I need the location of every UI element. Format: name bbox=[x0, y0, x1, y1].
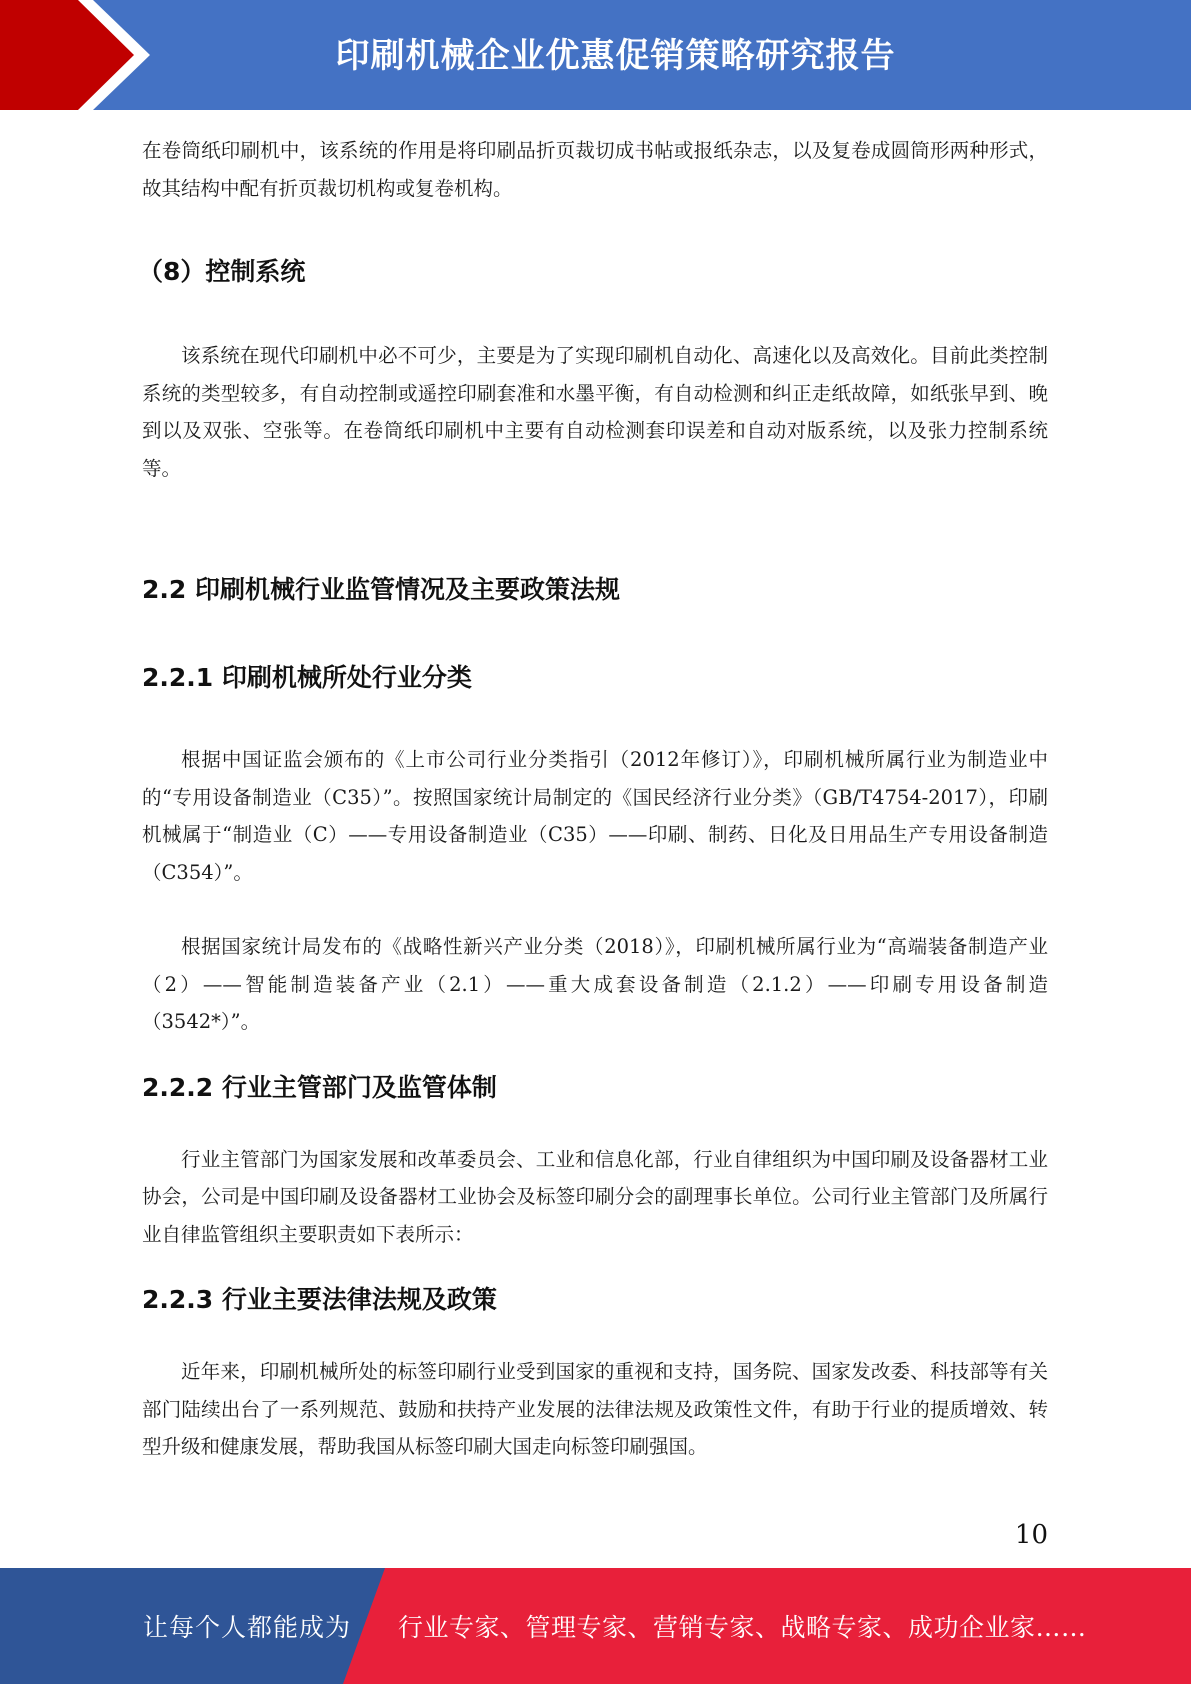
paragraph-laws-and-policies: 近年来，印刷机械所处的标签印刷行业受到国家的重视和支持，国务院、国家发改委、科技部等有关部门陆续出台了一系列规范、鼓励和扶持产业发展的法律法规及政策性文件，有助于行业的提质增效、转型升级和健康发展，帮助我国从标签印刷大国走向标签印刷强国。 bbox=[142, 1360, 1048, 1458]
heading-2-2: 2.2 印刷机械行业监管情况及主要政策法规 bbox=[142, 575, 620, 604]
paragraph-industry-classification-csrc: 根据中国证监会颁布的《上市公司行业分类指引（2012年修订）》，印刷机械所属行业为制造业中的“专用设备制造业（C35）”。按照国家统计局制定的《国民经济行业分类》（GB/T4754-2017），印刷机械属于“制造业（C）——专用设备制造业（C35）——印刷、制药、日化及日用品生产专用设备制造（C354）”。 bbox=[142, 748, 1048, 884]
header-banner bbox=[0, 0, 1191, 110]
header-red-chevron bbox=[0, 0, 160, 110]
paragraph-regulatory-authorities: 行业主管部门为国家发展和改革委员会、工业和信息化部，行业自律组织为中国印刷及设备器材工业协会，公司是中国印刷及设备器材工业协会及标签印刷分会的副理事长单位。公司行业主管部门及所属行业自律监管组织主要职责如下表所示： bbox=[142, 1147, 1048, 1246]
footer-slogan-left: 让每个人都能成为 bbox=[143, 1613, 352, 1642]
footer-banner bbox=[0, 1568, 1191, 1684]
paragraph-folding-system: 在卷筒纸印刷机中，该系统的作用是将印刷品折页裁切成书帖或报纸杂志，以及复卷成圆筒形两种形式，故其结构中配有折页裁切机构或复卷机构。 bbox=[142, 139, 1048, 200]
report-title: 印刷机械企业优惠促销策略研究报告 bbox=[335, 35, 896, 76]
document-body bbox=[138, 132, 1048, 1466]
paragraph-industry-classification-strategic: 根据国家统计局发布的《战略性新兴产业分类（2018）》，印刷机械所属行业为“高端装备制造产业（2）——智能制造装备产业（2.1）——重大成套设备制造（2.1.2）——印刷专用设备制造（3542*）”。 bbox=[142, 935, 1048, 1033]
heading-control-system: （8）控制系统 bbox=[138, 257, 306, 286]
paragraph-control-system: 该系统在现代印刷机中必不可少，主要是为了实现印刷机自动化、高速化以及高效化。目前此类控制系统的类型较多，有自动控制或遥控印刷套准和水墨平衡，有自动检测和纠正走纸故障，如纸张早到、晚到以及双张、空张等。在卷筒纸印刷机中主要有自动检测套印误差和自动对版系统，以及张力控制系统等。 bbox=[142, 344, 1048, 480]
footer-slogan-right: 行业专家、管理专家、营销专家、战略专家、成功企业家…… bbox=[398, 1613, 1087, 1642]
heading-2-2-1: 2.2.1 印刷机械所处行业分类 bbox=[142, 663, 472, 692]
page-number: 10 bbox=[1014, 1520, 1048, 1550]
heading-2-2-3: 2.2.3 行业主要法律法规及政策 bbox=[142, 1285, 497, 1314]
heading-2-2-2: 2.2.2 行业主管部门及监管体制 bbox=[142, 1072, 497, 1102]
